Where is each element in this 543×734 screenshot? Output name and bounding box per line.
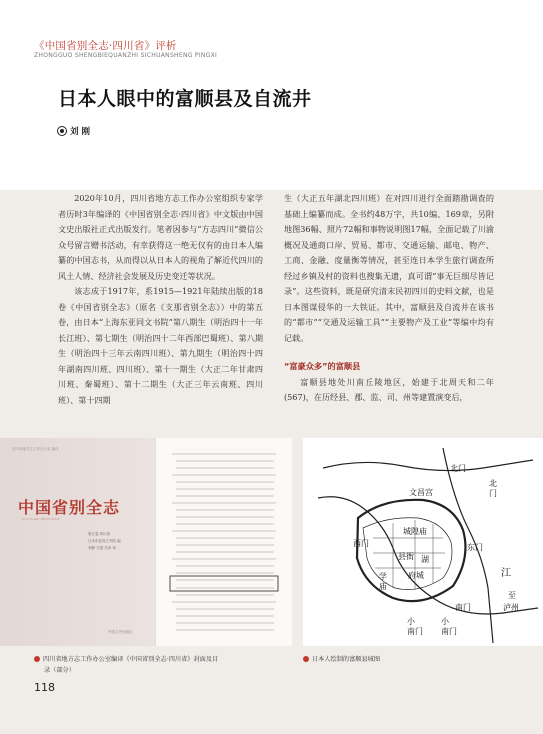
cover-meta-line: 李静 方建 吕冉 译 (88, 546, 116, 550)
article-title: 日本人眼中的富顺县及自流井 (58, 88, 312, 110)
map-label: 学 (379, 572, 387, 581)
map-label: 城隍庙 (403, 527, 427, 536)
cover-meta-line: 日本东亚同文书院 编 (88, 539, 121, 543)
author-line (58, 125, 90, 137)
caption-left (34, 654, 296, 676)
caption-left-text-cont: 录（部分） (44, 667, 75, 674)
caption-right (303, 654, 533, 665)
cover-publisher: 中国文史出版社 (108, 630, 133, 634)
paragraph: 2020年10月，四川省地方志工作办公室组织专家学者历时3年编译的《中国省别全志·四川省》中文版由中国文史出版社正式出版发行。笔者因参与“方志四川”微信公众号留言赠书活动，有幸获得这一绝无仅有的由日本人编纂的中国志书，从而得以从日本人的视角了解近代四川的风土人情、经济社会发展及历史变迁等状况。 (58, 193, 263, 281)
author-name: 刘 刚 (70, 127, 90, 137)
caption-bullet-icon (34, 656, 40, 662)
map-label: 庙 (379, 582, 387, 591)
map-label: 西门 (353, 539, 369, 548)
figure-book-cover-and-toc (0, 438, 292, 646)
map-label: 南门 (455, 603, 471, 612)
map-label: 北 (489, 479, 497, 488)
caption-bullet-icon (303, 656, 309, 662)
book-cover (0, 438, 155, 646)
cover-small-text: 四川省地方志工作办公室 编译 (12, 447, 59, 451)
text-column-left (58, 191, 263, 408)
paragraph: 生（大正五年湖北四川班）在对四川进行全面踏勘调查的基础上编纂而成。全书约48万字，共10编、169章，另附地图36幅、照片72幅和事物说明图17幅，全面记载了川渝概况及通商口岸、贸易、都市、交通运输、邮电、物产、工商、金融、度量衡等情况，甚至连日本学生旅行调查所经过乡镇及村的资料也搜集无遗，真可谓“事无巨细尽皆记录”。这些资料，既是研究清末民初四川的史料文献，也是日本图谋侵华的一大铁证。其中，富顺县及自流井在该书的“都市”“交通及运输工具”“主要物产及工业”等编中均有记载。 (284, 193, 494, 343)
cover-meta (88, 531, 121, 552)
county-map-graphic (303, 438, 543, 646)
text-column-right (284, 191, 494, 406)
column-subtitle: ZHONGGUO SHENGBIEQUANZHI SICHUANSHENG PINGXI (34, 52, 218, 59)
map-label: 东门 (467, 543, 483, 552)
map-label: 南门 (407, 627, 423, 636)
map-label: 湖 (421, 555, 429, 564)
table-of-contents-page (156, 438, 292, 646)
page-number: 118 (34, 681, 55, 694)
map-label: 南门 (441, 627, 457, 636)
map-label: 北门 (450, 464, 466, 473)
figure-county-map (303, 438, 543, 646)
column-title: 《中国省别全志·四川省》评析 (34, 40, 177, 52)
paragraph: 该志成于1917年，系1915—1921年陆续出版的18卷《中国省别全志》（原名《支那省别全志》）中的第五卷，由日本“上海东亚同文书院”第八期生（明治四十一年长江班）、第七期生（明治四十二年西部巴蜀班）、第八期生（明治四十三年云南四川班）、第九期生（明治四十四年湖南四川班、四川班）、第十一期生（大正二年甘肃四川班、秦蜀班）、第十二期生（大正三年云南班、四川班）、第十四期 (58, 286, 263, 405)
cover-subtitle: SICHUAN PROVINCE (22, 517, 60, 521)
map-label: 小 (407, 617, 415, 626)
section-subheading: “富豪众多”的富顺县 (284, 361, 361, 371)
map-label: 小 (441, 617, 449, 626)
map-label: 泸州 (503, 603, 519, 612)
toc-lines-graphic (156, 438, 292, 646)
cover-meta-line: 第五卷 四川省 (88, 532, 111, 536)
cover-title: 中国省别全志 (18, 498, 121, 517)
map-label: 府城 (408, 571, 424, 580)
map-label: 文昌宫 (409, 488, 433, 497)
map-label: 至 (508, 591, 516, 600)
map-label: 门 (489, 489, 497, 498)
caption-right-text: 日本人绘制的富顺县城图 (312, 656, 381, 663)
map-label: 江 (501, 568, 511, 579)
paragraph: 富顺县地处川南丘陵地区，始建于北周天和二年(567)，在历经县、郡、监、司、州等建置演变后， (284, 376, 494, 402)
caption-left-text: 四川省地方志工作办公室编译《中国省别全志·四川省》封面及目 (43, 656, 219, 663)
map-label: 县衙 (398, 552, 414, 561)
author-bullet-icon (58, 127, 66, 135)
